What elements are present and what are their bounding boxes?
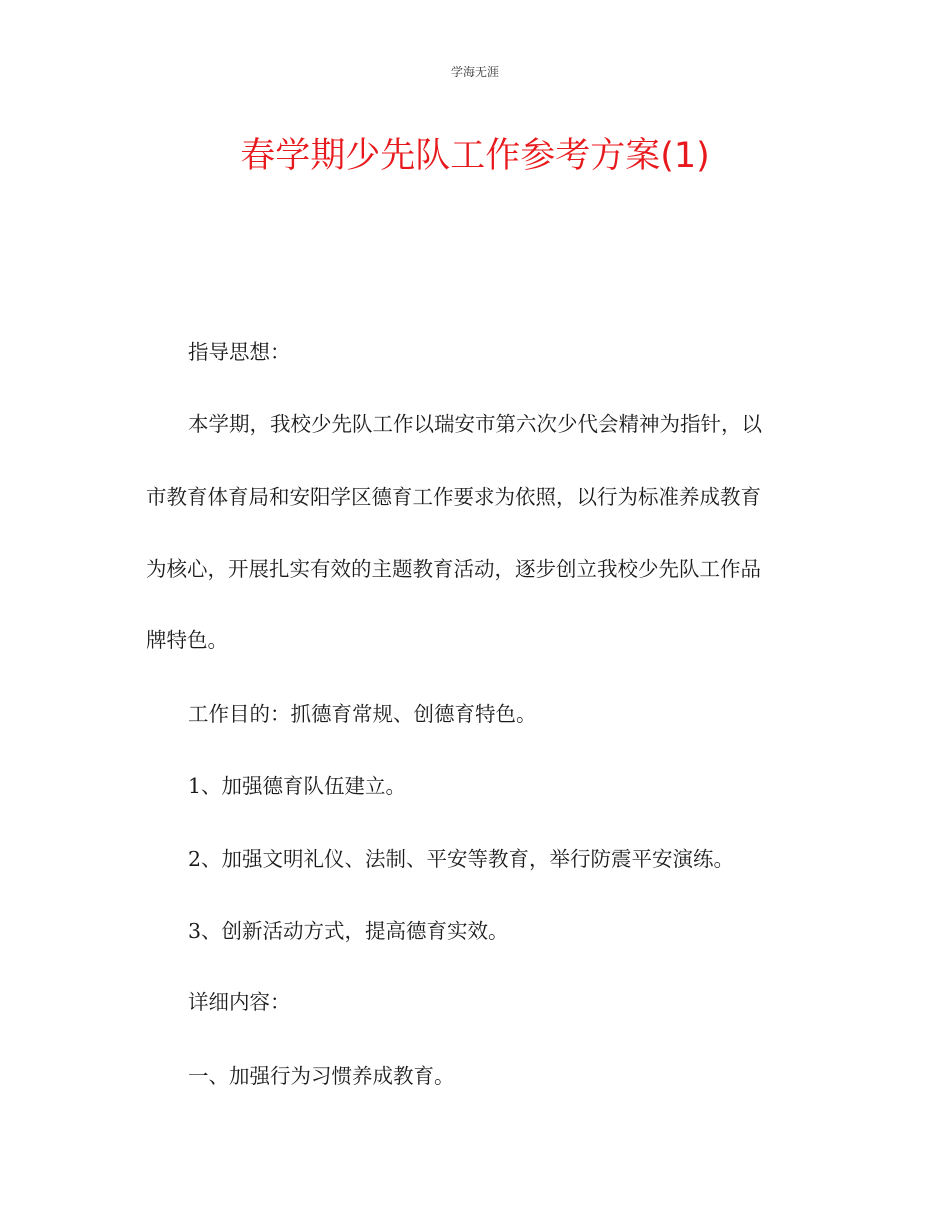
paragraph-line: 本学期，我校少先队工作以瑞安市第六次少代会精神为指针，以 [188, 412, 762, 436]
paragraph-line: 为核心，开展扎实有效的主题教育活动，逐步创立我校少先队工作品 [146, 557, 761, 581]
page-header: 学海无涯 [450, 65, 499, 79]
list-item: 2、加强文明礼仪、法制、平安等教育，举行防震平安演练。 [188, 847, 735, 871]
section-heading: 一、加强行为习惯养成教育。 [188, 1064, 455, 1088]
paragraph-line: 市教育体育局和安阳学区德育工作要求为依照，以行为标准养成教育 [146, 485, 761, 509]
document-title: 春学期少先队工作参考方案(1) [240, 136, 710, 176]
paragraph-work-goal: 工作目的：抓德育常规、创德育特色。 [188, 702, 537, 726]
list-item: 1、加强德育队伍建立。 [188, 774, 407, 798]
paragraph-line: 牌特色。 [146, 628, 228, 652]
paragraph-details-heading: 详细内容： [188, 990, 291, 1014]
paragraph-guiding-ideology-heading: 指导思想： [188, 340, 291, 364]
list-item: 3、创新活动方式，提高德育实效。 [188, 919, 509, 943]
